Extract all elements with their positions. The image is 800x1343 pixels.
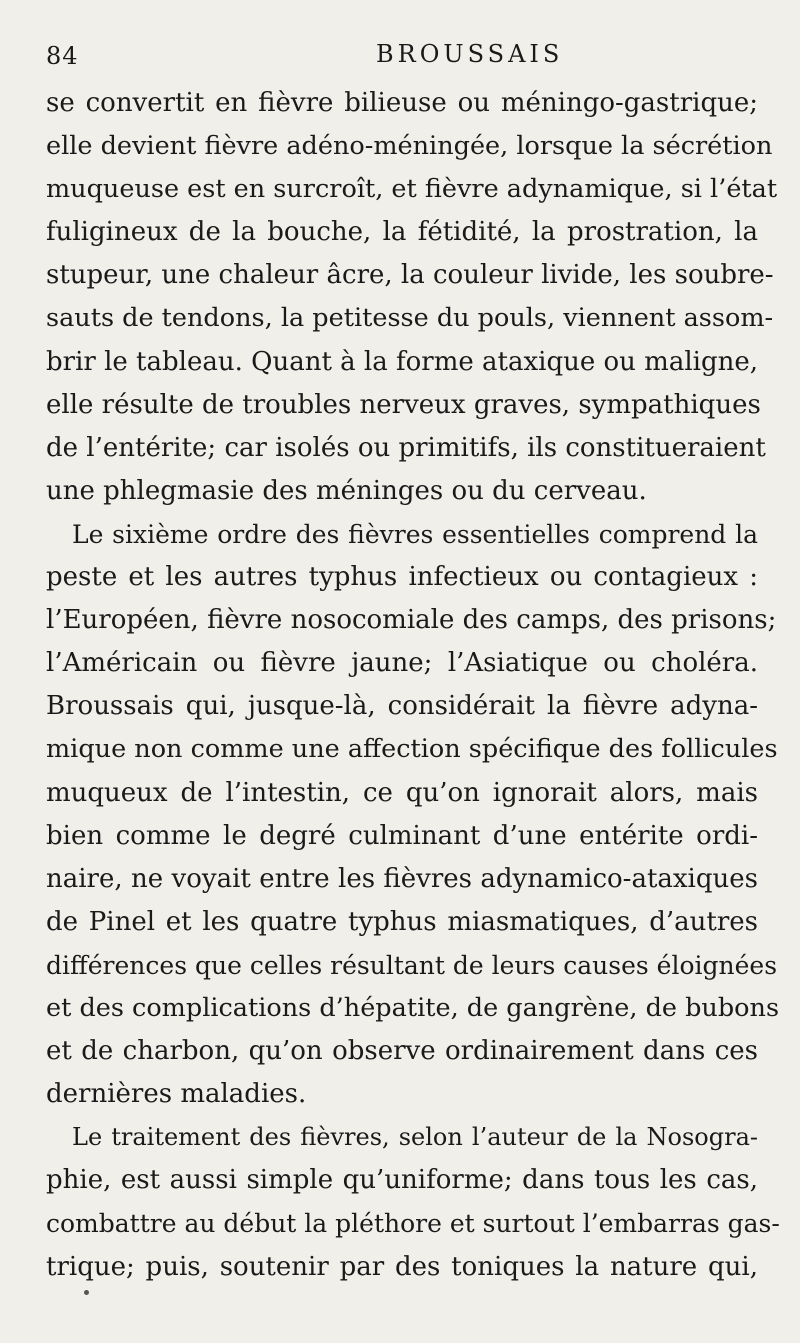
running-title: BROUSSAIS xyxy=(376,40,564,68)
text-line: muqueuse est en surcroît, et fièvre adynamique, si l’état xyxy=(46,174,778,205)
text-line: fuligineux de la bouche, la fétidité, la prostration, la xyxy=(46,217,758,248)
paragraph-3 xyxy=(46,1116,780,1288)
text-line: une phlegmasie des méninges ou du cerveau. xyxy=(46,475,647,506)
text-line: elle devient fièvre adéno-méningée, lorsque la sécrétion xyxy=(46,131,773,162)
text-line: trique; puis, soutenir par des toniques la nature qui, xyxy=(46,1251,758,1282)
ink-speck xyxy=(84,1290,89,1295)
page-header xyxy=(46,36,756,76)
text-line: Le sixième ordre des fièvres essentielles comprend la xyxy=(72,519,758,549)
text-line: Le traitement des fièvres, selon l’auteur de la Nosogra- xyxy=(72,1123,758,1152)
text-line: bien comme le degré culminant d’une entérite ordi- xyxy=(46,820,758,851)
text-line: brir le tableau. Quant à la forme ataxique ou maligne, xyxy=(46,346,758,377)
text-line: différences que celles résultant de leurs causes éloignées xyxy=(46,950,778,980)
text-line: muqueux de l’intestin, ce qu’on ignorait alors, mais xyxy=(46,777,758,808)
text-line: mique non comme une affection spécifique des follicules xyxy=(46,734,778,765)
body-text xyxy=(46,82,780,1289)
text-line: combattre au début la pléthore et surtout l’embarras gas- xyxy=(46,1209,780,1239)
paragraph-1 xyxy=(46,82,778,513)
text-line: de l’entérite; car isolés ou primitifs, ils constitueraient xyxy=(46,432,766,463)
text-line: Broussais qui, jusque-là, considérait la fièvre adyna- xyxy=(46,691,758,722)
paragraph-2 xyxy=(46,513,780,1116)
text-line: et des complications d’hépatite, de gangrène, de bubons xyxy=(46,992,780,1023)
text-line: se convertit en fièvre bilieuse ou méningo-gastrique; xyxy=(46,88,758,118)
text-line: et de charbon, qu’on observe ordinairement dans ces xyxy=(46,1036,758,1067)
text-line: de Pinel et les quatre typhus miasmatiques, d’autres xyxy=(46,906,758,937)
text-line: sauts de tendons, la petitesse du pouls, viennent assom- xyxy=(46,303,774,334)
text-line: peste et les autres typhus infectieux ou contagieux : xyxy=(46,562,758,593)
text-line: dernières maladies. xyxy=(46,1079,307,1110)
text-line: l’Américain ou fièvre jaune; l’Asiatique ou choléra. xyxy=(46,648,758,679)
text-line: naire, ne voyait entre les fièvres adynamico-ataxiques xyxy=(46,863,758,894)
text-line: l’Européen, fièvre nosocomiale des camps, des prisons; xyxy=(46,605,777,636)
text-line: stupeur, une chaleur âcre, la couleur livide, les soubre- xyxy=(46,260,774,291)
text-line: phie, est aussi simple qu’uniforme; dans tous les cas, xyxy=(46,1165,758,1196)
text-line: elle résulte de troubles nerveux graves, sympathiques xyxy=(46,389,761,420)
page-number: 84 xyxy=(46,42,79,70)
